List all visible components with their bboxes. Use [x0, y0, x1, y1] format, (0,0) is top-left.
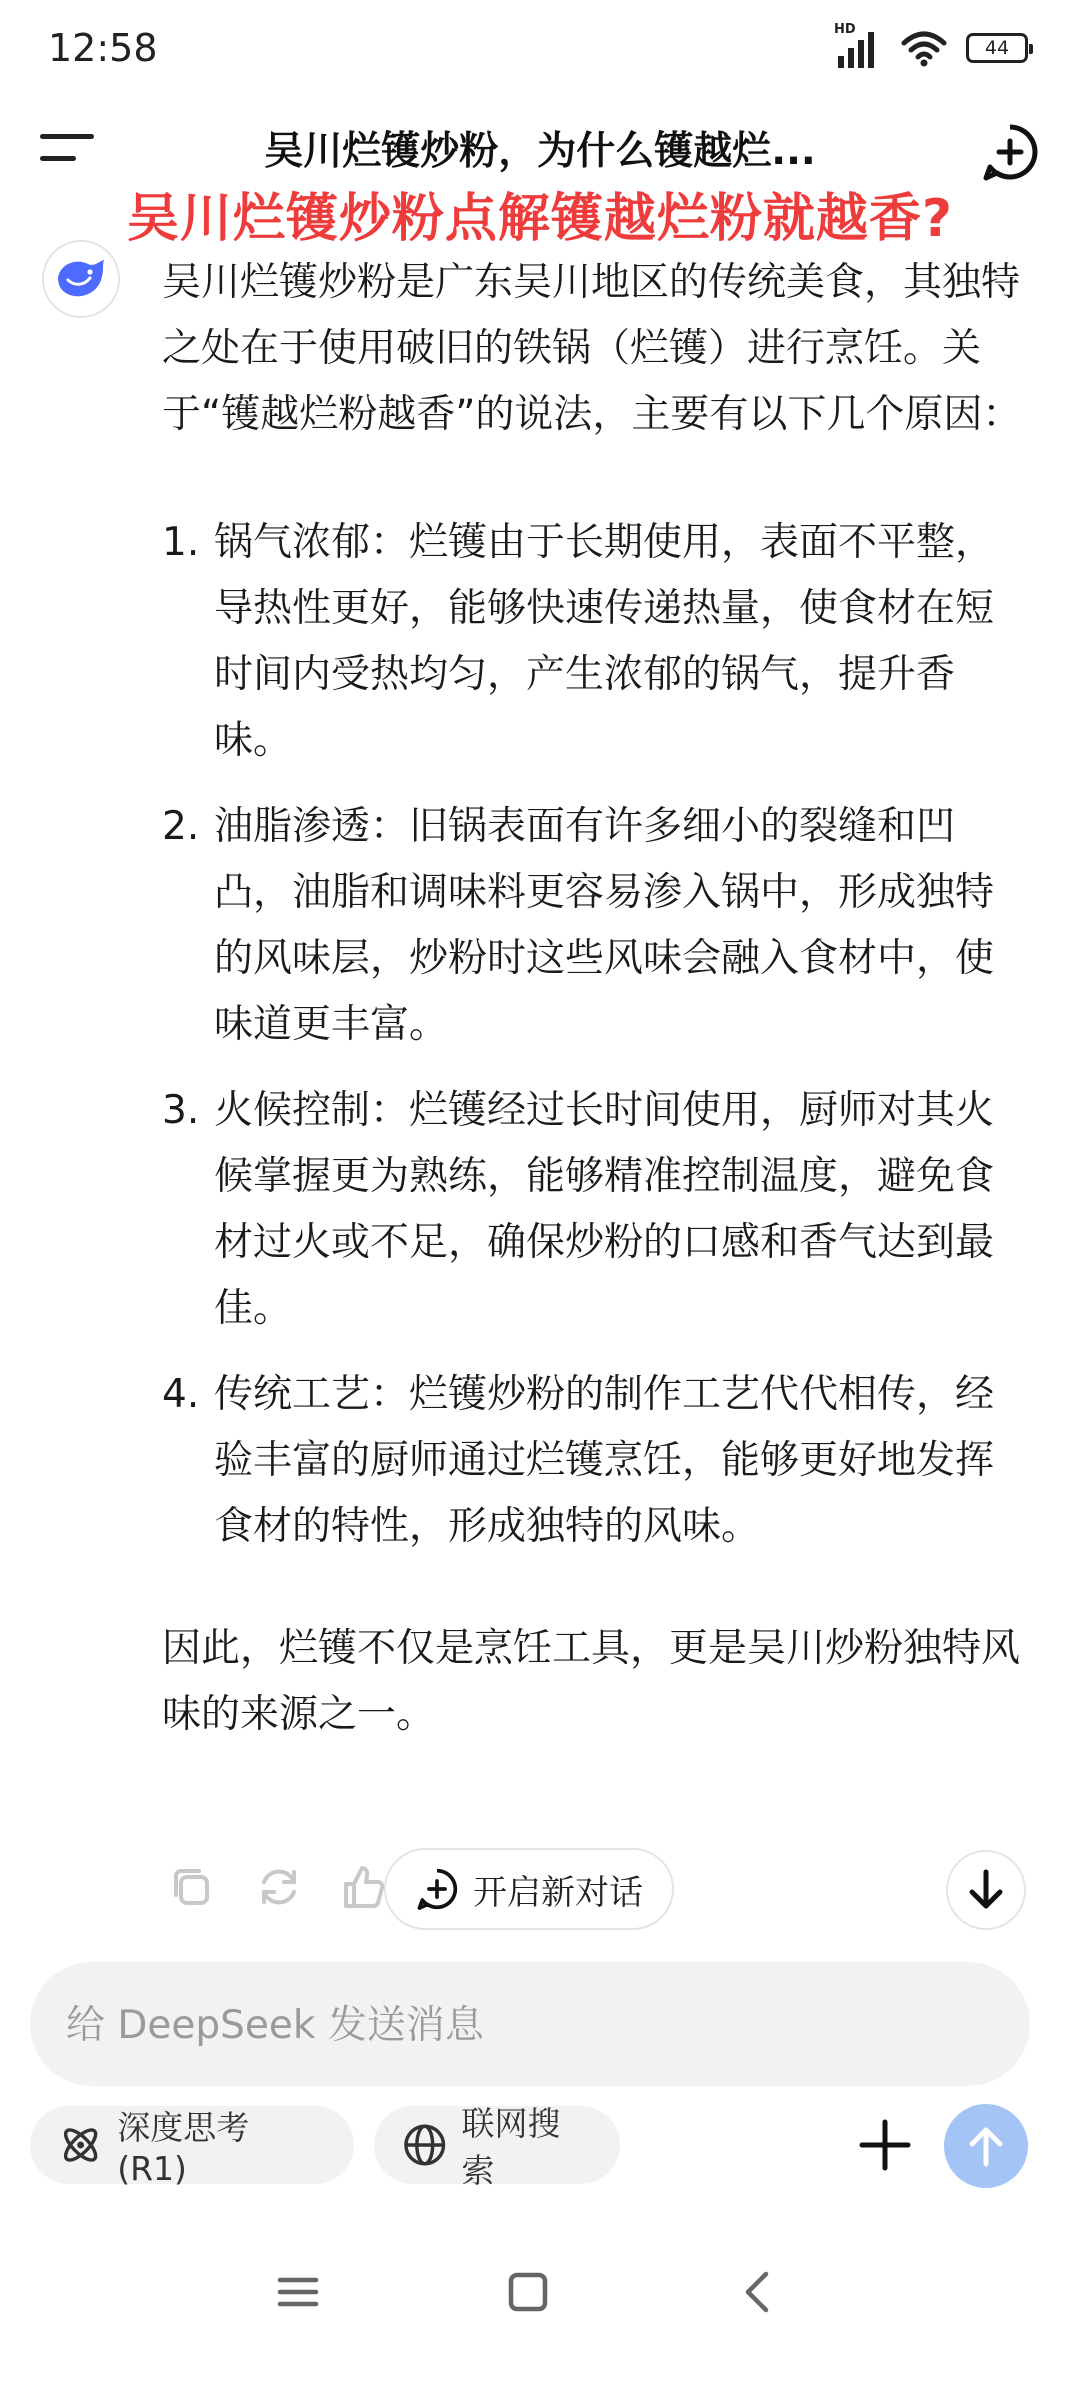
regenerate-button[interactable] — [254, 1862, 304, 1912]
arrow-down-icon — [966, 1868, 1006, 1912]
list-item-text: 传统工艺：烂镬炒粉的制作工艺代代相传，经验丰富的厨师通过烂镬烹饪，能够更好地发挥食材的特性，形成独特的风味。 — [214, 1372, 995, 1549]
nav-home-button[interactable] — [498, 2262, 558, 2322]
list-item-text: 火候控制：烂镬经过长时间使用，厨师对其火候掌握更为熟练，能够精准控制温度，避免食材过火或不足，确保炒粉的口感和香气达到最佳。 — [214, 1088, 995, 1331]
list-item-number: 3. — [162, 1088, 200, 1133]
list-item-number: 1. — [162, 520, 200, 565]
send-button[interactable] — [944, 2104, 1028, 2188]
globe-icon — [402, 2122, 447, 2168]
plus-icon — [852, 2112, 918, 2178]
battery-level: 44 — [984, 37, 1010, 59]
status-bar — [0, 0, 1080, 100]
attach-button[interactable] — [852, 2112, 918, 2178]
message-conclusion: 因此，烂镬不仅是烹饪工具，更是吴川炒粉独特风味的来源之一。 — [162, 1626, 1021, 1737]
new-chat-button[interactable] — [980, 122, 1040, 182]
overlay-caption: 吴川烂镬炒粉点解镬越烂粉就越香? — [126, 189, 954, 249]
list-item — [162, 1362, 1032, 1560]
regenerate-icon — [254, 1862, 304, 1912]
atom-icon — [58, 2122, 103, 2168]
scroll-to-bottom-button[interactable] — [946, 1850, 1026, 1930]
copy-button[interactable] — [166, 1862, 216, 1912]
nav-back-button[interactable] — [728, 2262, 788, 2322]
recents-menu-icon — [268, 2262, 328, 2322]
list-item-text: 油脂渗透：旧锅表面有许多细小的裂缝和凹凸，油脂和调味料更容易渗入锅中，形成独特的风味层，炒粉时这些风味会融入食材中，使味道更丰富。 — [214, 804, 995, 1047]
list-item — [162, 1078, 1032, 1342]
list-item — [162, 794, 1032, 1058]
message-intro: 吴川烂镬炒粉是广东吴川地区的传统美食，其独特之处在于使用破旧的铁锅（烂镬）进行烹饪。关于“镬越烂粉越香”的说法，主要有以下几个原因： — [162, 260, 1022, 437]
status-icons — [834, 22, 1028, 70]
list-item-number: 2. — [162, 804, 200, 849]
menu-icon — [40, 128, 100, 168]
web-search-toggle[interactable] — [374, 2104, 620, 2190]
message-input[interactable] — [64, 1962, 998, 2088]
new-dialog-label: 开启新对话 — [473, 1872, 643, 1913]
web-search-label: 联网搜索 — [461, 2104, 561, 2190]
deepseek-whale-icon — [54, 256, 108, 302]
copy-icon — [166, 1862, 216, 1912]
assistant-avatar — [42, 240, 120, 318]
nav-recents-button[interactable] — [268, 2262, 328, 2322]
new-dialog-button[interactable] — [384, 1848, 674, 1930]
like-button[interactable] — [338, 1862, 388, 1912]
thumbs-up-icon — [338, 1862, 388, 1912]
home-square-icon — [498, 2262, 558, 2322]
list-item — [162, 510, 1032, 774]
message-input-container — [30, 1962, 1030, 2086]
arrow-up-icon — [964, 2122, 1008, 2170]
new-chat-icon — [980, 122, 1040, 182]
network-type: HD — [834, 22, 856, 37]
list-item-text: 锅气浓郁：烂镬由于长期使用，表面不平整，导热性更好，能够快速传递热量，使食材在短时间内受热均匀，产生浓郁的锅气，提升香味。 — [214, 520, 995, 763]
page-title: 吴川烂镬炒粉，为什么镬越烂... — [264, 129, 816, 174]
wifi-icon — [900, 29, 948, 67]
menu-button[interactable] — [40, 128, 100, 168]
new-chat-icon — [415, 1867, 459, 1911]
back-chevron-icon — [728, 2262, 788, 2322]
assistant-message — [162, 250, 1032, 1748]
reasons-list — [162, 510, 1032, 1560]
status-time: 12:58 — [48, 26, 158, 70]
signal-icon — [834, 22, 882, 68]
deep-think-toggle[interactable] — [30, 2106, 354, 2188]
list-item-number: 4. — [162, 1372, 200, 1417]
deep-think-label: 深度思考 (R1) — [117, 2108, 250, 2188]
battery-icon — [966, 33, 1028, 63]
